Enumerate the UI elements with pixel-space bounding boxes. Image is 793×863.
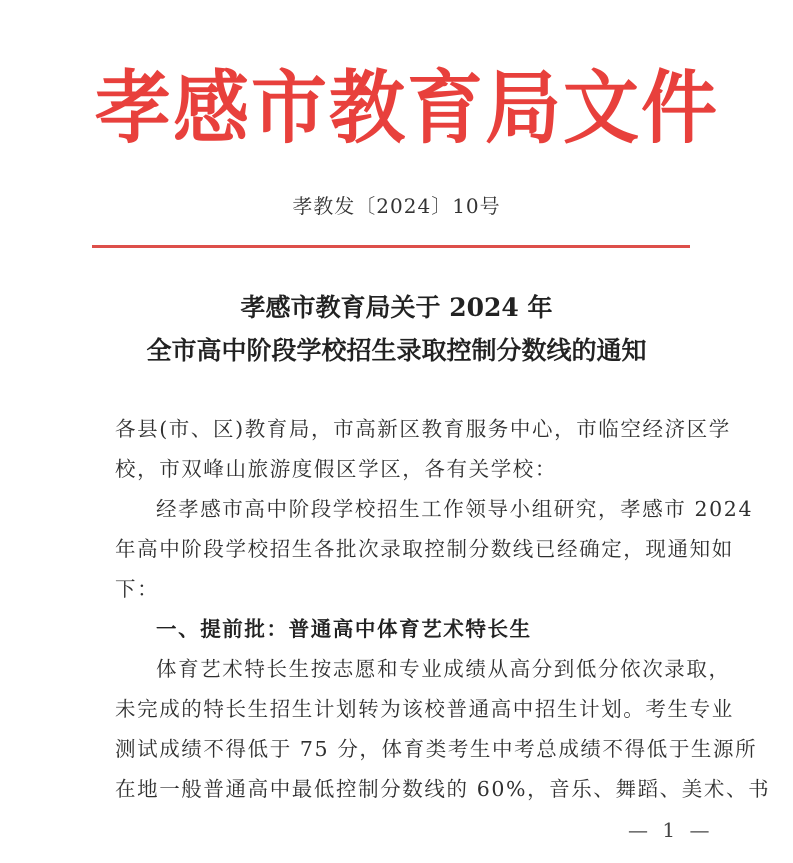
document-masthead: 孝感市教育局文件 — [95, 60, 719, 155]
body-paragraph-line: 测试成绩不得低于 75 分，体育类考生中考总成绩不得低于生源所 — [115, 737, 758, 761]
notice-title-line-2: 全市高中阶段学校招生录取控制分数线的通知 — [146, 336, 647, 365]
document-body — [115, 409, 771, 809]
body-paragraph-line: 下： — [115, 577, 160, 601]
section-heading-1: 一、提前批：普通高中体育艺术特长生 — [156, 617, 532, 641]
addressee-line-2: 校，市双峰山旅游度假区学区，各有关学校： — [115, 457, 557, 481]
body-paragraph-line: 未完成的特长生招生计划转为该校普通高中招生计划。考生专业 — [115, 697, 734, 721]
body-paragraph-line: 经孝感市高中阶段学校招生工作领导小组研究，孝感市 2024 — [156, 497, 754, 521]
addressee-line-1: 各县(市、区)教育局，市高新区教育服务中心，市临空经济区学 — [115, 417, 731, 441]
body-paragraph-line: 体育艺术特长生按志愿和专业成绩从高分到低分依次录取， — [156, 657, 731, 681]
document-number: 孝教发〔2024〕10号 — [292, 194, 501, 218]
page-number: — 1 — — [628, 818, 714, 842]
red-separator-line — [92, 245, 690, 248]
body-paragraph-line: 在地一般普通高中最低控制分数线的 60%，音乐、舞蹈、美术、书 — [115, 777, 771, 801]
body-paragraph-line: 年高中阶段学校招生各批次录取控制分数线已经确定，现通知如 — [115, 537, 734, 561]
notice-title-line-1: 孝感市教育局关于 2024 年 — [240, 293, 553, 322]
